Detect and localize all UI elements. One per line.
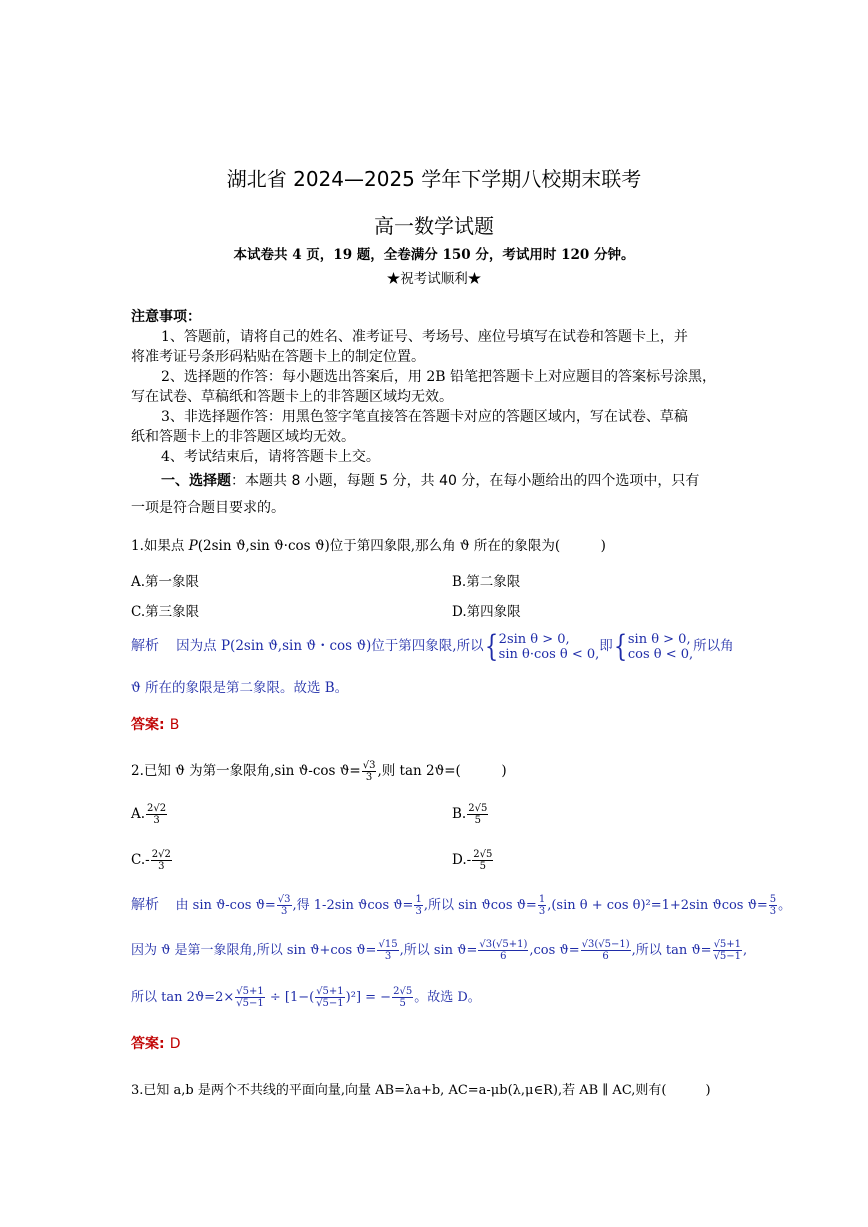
q2-l2-c: ,cos ϑ=: [529, 943, 580, 958]
q2-analysis-line3: [131, 980, 481, 1016]
q1-stem-a: 1.如果点: [131, 538, 189, 554]
q2-l1-d: ,(sin θ + cos θ)²=1+2sin ϑcos ϑ=: [547, 898, 768, 913]
q2-answer: [131, 1033, 180, 1053]
q1-stem-c: (2sin ϑ,sin ϑ·cos ϑ)位于第四象限,那么角 ϑ 所在的象限为( ): [197, 538, 606, 554]
frac-den: √5−1: [236, 998, 264, 1009]
frac-num: √3: [362, 760, 376, 771]
q1-option-a: A.第一象限: [131, 574, 200, 590]
frac-num: 1: [415, 894, 422, 905]
q2-answer-label: 答案:: [131, 1036, 165, 1052]
q2-l3-b: ÷ [1−(: [265, 990, 315, 1005]
q2-option-b: [452, 800, 489, 828]
q1-system-1: [499, 632, 600, 662]
section-heading-bold: 一、选择题: [161, 473, 231, 489]
section-heading-rest: ：本题共 8 小题，每题 5 分，共 40 分，在每小题给出的四个选项中，只有: [231, 473, 700, 489]
q1-analysis-a: 因为点 P(2sin ϑ,sin ϑ・cos ϑ)位于第四象限,所以: [176, 638, 484, 654]
q2-a-pre: A.: [131, 806, 146, 822]
q2-l1-b: ,得 1-2sin ϑcos ϑ=: [292, 898, 414, 913]
frac-den: 3: [153, 815, 160, 826]
q2-l3-frac2: [315, 986, 344, 1009]
q2-l3-d: 。故选 D。: [414, 990, 481, 1005]
q2-stem-b: ,则 tan 2ϑ=( ): [377, 763, 507, 779]
frac-num: √5+1: [316, 986, 344, 997]
q1-analysis-line2: ϑ 所在的象限是第二象限。故选 B。: [131, 680, 349, 696]
q2-l3-a: 所以 tan 2ϑ=2×: [131, 990, 235, 1005]
q1-analysis-label: 解析: [131, 638, 159, 654]
frac-den: 6: [602, 951, 609, 962]
q1-brace-1: {: [484, 628, 498, 664]
note-4: 4、考试结束后，请将答题卡上交。: [161, 449, 380, 465]
q2-l2-b: ,所以 sin ϑ=: [399, 943, 478, 958]
q2-analysis-label: 解析: [131, 897, 159, 913]
section-heading-line2: 一项是符合题目要求的。: [131, 500, 285, 516]
q2-option-a: [131, 800, 168, 828]
frac-num: √3(√5−1): [581, 939, 630, 950]
frac-num: √15: [378, 939, 398, 950]
frac-den: 3: [365, 772, 373, 783]
q1-sys1-bot: sin θ·cos θ < 0,: [498, 646, 600, 662]
q1-option-b: B.第二象限: [452, 574, 521, 590]
q2-l2-a: 因为 ϑ 是第一象限角,所以 sin ϑ+cos ϑ=: [131, 943, 377, 958]
frac-num: √5+1: [713, 939, 742, 950]
frac-den: 3: [384, 951, 392, 962]
frac-den: 3: [538, 906, 546, 917]
frac-den: 5: [474, 815, 481, 826]
q2-stem-a: 2.已知 ϑ 为第一象限角,sin ϑ-cos ϑ=: [131, 763, 361, 779]
frac-num: 5: [769, 894, 777, 905]
q2-l1-frac4: [769, 894, 777, 917]
note-3a: 3、非选择题作答：用黑色签字笔直接答在答题卡对应的答题区域内，写在试卷、草稿: [161, 409, 688, 425]
q1-analysis-line1: [131, 628, 734, 664]
q2-l2-frac4: [713, 939, 742, 962]
q2-stem: [131, 757, 507, 785]
exam-wish: ★祝考试顺利★: [386, 271, 482, 287]
note-1a: 1、答题前，请将自己的姓名、准考证号、考场号、座位号填写在试卷和答题卡上，并: [161, 329, 688, 345]
q2-l3-frac1: [235, 986, 264, 1009]
q2-l3-frac3: [392, 986, 413, 1009]
q1-answer: [131, 714, 179, 734]
q1-system-2: [628, 632, 693, 662]
q3-stem: 3.已知 a,b 是两个不共线的平面向量,向量 AB=λa+b, AC=a-μb(λ,μ∈R),若 AB ∥ AC,则有( ): [131, 1083, 711, 1098]
frac-num: 1: [538, 894, 546, 905]
q2-c-pre: C.-: [131, 852, 150, 868]
q2-analysis-line2: [131, 937, 747, 965]
q2-l2-e: ,: [743, 943, 748, 958]
frac-den: 3: [769, 906, 777, 917]
exam-title: 湖北省 2024—2025 学年下学期八校期末联考: [226, 167, 642, 191]
q2-option-c: [131, 846, 173, 874]
q2-l2-d: ,所以 tan ϑ=: [631, 943, 712, 958]
q1-sys1-top: 2sin θ > 0,: [498, 631, 570, 647]
frac-num: 2√2: [147, 803, 167, 814]
frac-num: 2√5: [468, 803, 488, 814]
q2-l2-frac2: [478, 939, 528, 962]
frac-den: √5−1: [713, 951, 742, 962]
q2-d-frac: [472, 849, 493, 872]
q2-analysis-line1: [131, 891, 791, 920]
q1-analysis-c: 所以角: [693, 638, 734, 654]
q1-brace-2: {: [613, 628, 627, 664]
frac-den: 3: [158, 861, 165, 872]
exam-info: 本试卷共 4 页，19 题，全卷满分 150 分，考试用时 120 分钟。: [233, 247, 635, 263]
q2-b-frac: [467, 803, 488, 826]
q1-analysis-b: 即: [599, 638, 613, 654]
notes-heading: 注意事项：: [131, 309, 201, 325]
q2-answer-value: D: [169, 1036, 181, 1052]
frac-den: 3: [280, 906, 288, 917]
q1-answer-label: 答案:: [131, 717, 165, 733]
frac-den: 5: [399, 998, 406, 1009]
q1-sys2-bot: cos θ < 0,: [627, 646, 694, 662]
q1-option-c: C.第三象限: [131, 604, 200, 620]
q2-l1-e: 。: [778, 898, 792, 913]
q2-d-pre: D.-: [452, 852, 472, 868]
exam-subtitle: 高一数学试题: [374, 214, 494, 238]
q2-l1-a: 由 sin ϑ-cos ϑ=: [175, 898, 276, 913]
q1-stem: [131, 534, 606, 554]
note-2a: 2、选择题的作答：每小题选出答案后，用 2B 铅笔把答题卡上对应题目的答案标号涂黑，: [161, 369, 717, 385]
q2-c-frac: [151, 849, 172, 872]
frac-den: 3: [415, 906, 422, 917]
q1-sys2-top: sin θ > 0,: [627, 631, 691, 647]
q2-a-frac: [146, 803, 167, 826]
q1-option-d: D.第四象限: [452, 604, 521, 620]
frac-num: 2√5: [393, 986, 413, 997]
q2-l3-c: )²] = −: [345, 990, 392, 1005]
q2-l1-c: ,所以 sin ϑcos ϑ=: [423, 898, 537, 913]
q2-stem-frac: [362, 760, 377, 783]
q1-stem-point: P: [188, 538, 198, 554]
note-2b: 写在试卷、草稿纸和答题卡上的非答题区域均无效。: [131, 389, 453, 405]
q2-l1-frac3: [538, 894, 546, 917]
frac-num: 2√5: [473, 849, 493, 860]
frac-den: 6: [500, 951, 507, 962]
frac-num: √5+1: [236, 986, 264, 997]
note-3b: 纸和答题卡上的非答题区域均无效。: [131, 429, 355, 445]
q2-l2-frac3: [581, 939, 631, 962]
q1-answer-value: B: [169, 717, 180, 733]
frac-num: √3(√5+1): [479, 939, 528, 950]
frac-num: 2√2: [151, 849, 171, 860]
frac-den: √5−1: [316, 998, 344, 1009]
q2-l1-frac1: [277, 894, 292, 917]
frac-den: 5: [479, 861, 486, 872]
q2-option-d: [452, 846, 494, 874]
note-1b: 将准考证号条形码粘贴在答题卡上的制定位置。: [131, 349, 425, 365]
q2-l1-frac2: [414, 894, 422, 917]
section-heading-line1: [161, 470, 699, 490]
frac-num: √3: [277, 894, 291, 905]
q2-b-pre: B.: [452, 806, 467, 822]
q2-l2-frac1: [377, 939, 398, 962]
